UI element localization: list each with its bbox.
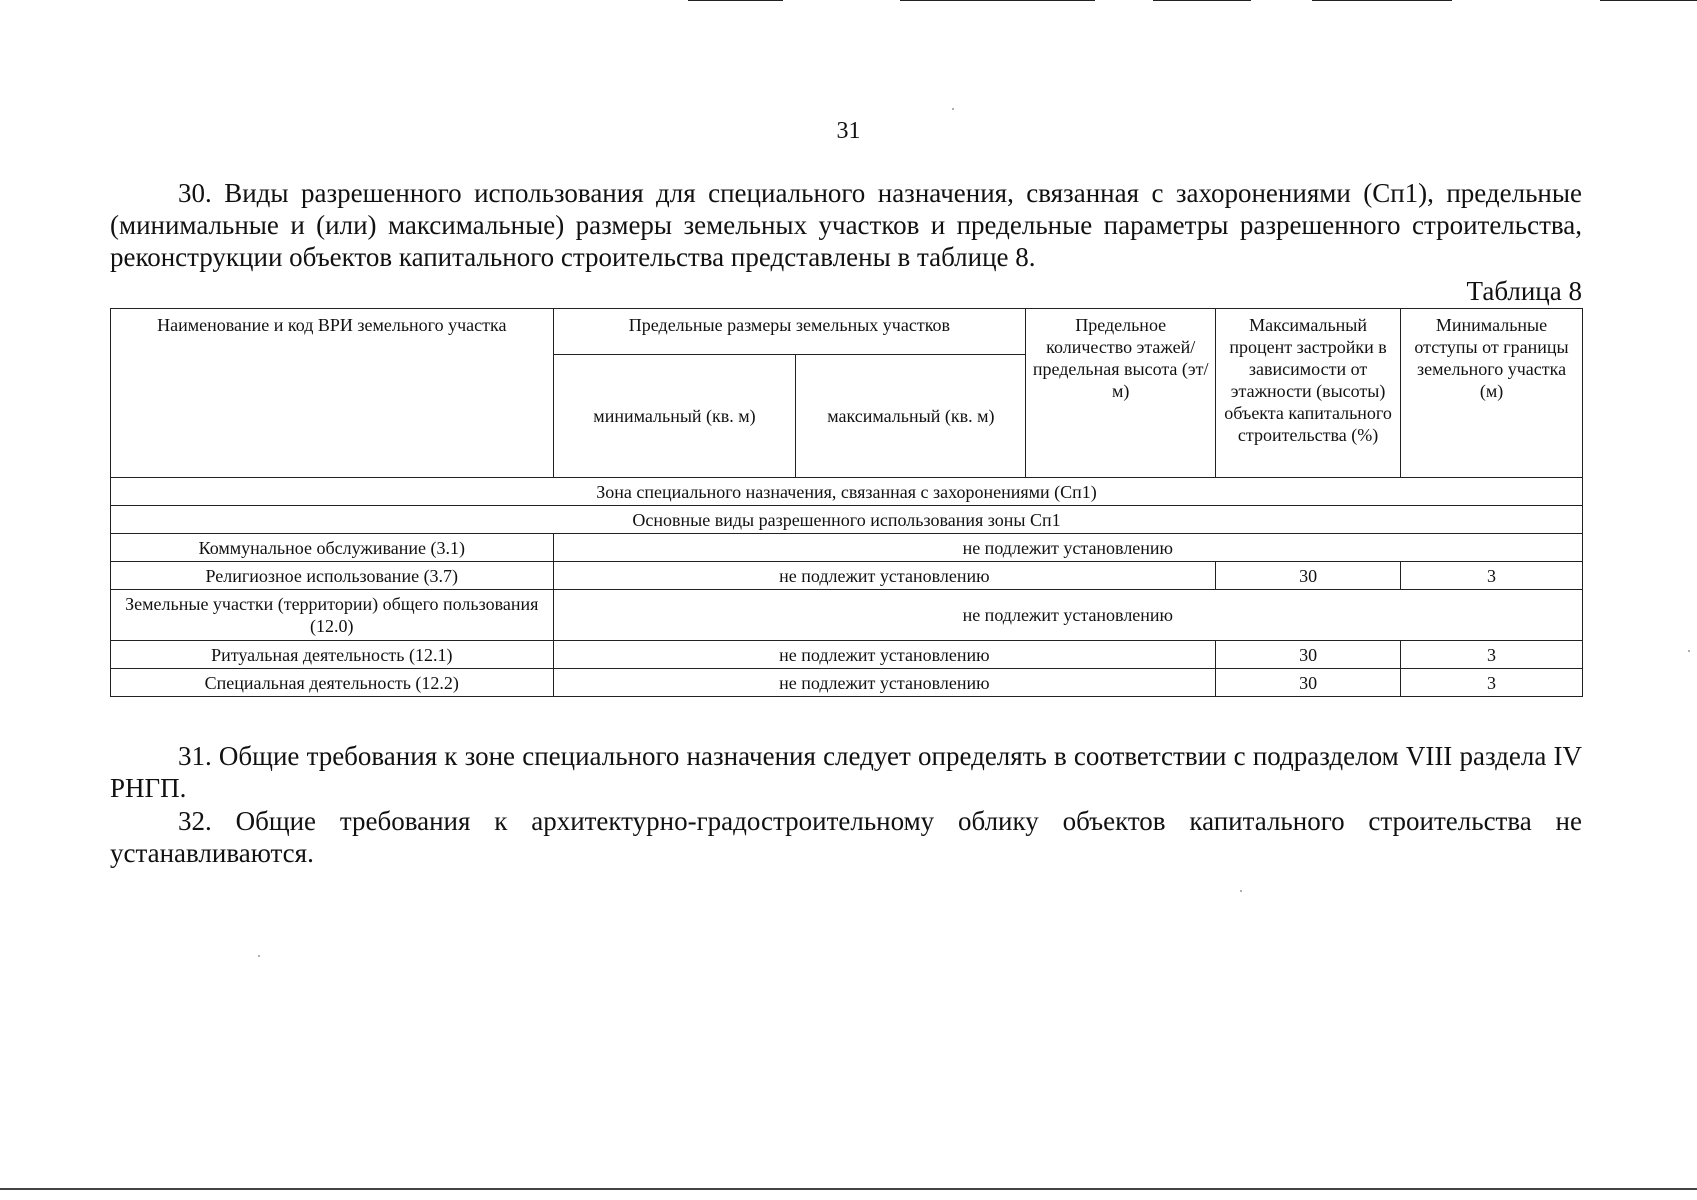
scan-edge-line (1600, 0, 1697, 1)
page-number: 31 (836, 118, 861, 144)
scan-speck (1688, 650, 1690, 652)
header-plot-sizes: Предельные размеры земельных участков (553, 309, 1026, 355)
row-name: Ритуальная деятельность (12.1) (111, 641, 554, 669)
row-name: Коммунальное обслуживание (3.1) (111, 534, 554, 562)
row-value: не подлежит установлению (553, 641, 1216, 669)
header-name: Наименование и код ВРИ земельного участка (111, 309, 554, 478)
row-value: не подлежит установлению (553, 562, 1216, 590)
scan-edge-line (1312, 0, 1452, 1)
scan-speck (952, 108, 954, 110)
row-coverage: 30 (1216, 669, 1401, 697)
row-setback: 3 (1401, 562, 1583, 590)
row-name: Земельные участки (территории) общего пользования (12.0) (111, 590, 554, 641)
paragraph-30: 30. Виды разрешенного использования для специального назначения, связанная с захоронениями (Сп1), предельные (минимальные и (или) максимальные) размеры земельных участков и предельные параметры разрешенного строительства, реконструкции объектов капитального строительства представлены в таблице 8. (110, 178, 1582, 272)
zone-title: Зона специального назначения, связанная с захоронениями (Сп1) (111, 478, 1583, 506)
row-value: не подлежит установлению (553, 590, 1582, 641)
header-min: минимальный (кв. м) (553, 355, 796, 478)
table-row (111, 641, 1583, 669)
scan-edge-line (1153, 0, 1251, 1)
header-max: максимальный (кв. м) (796, 355, 1026, 478)
scan-edge-line (900, 0, 1095, 1)
row-coverage: 30 (1216, 562, 1401, 590)
table-row (111, 669, 1583, 697)
paragraph-32: 32. Общие требования к архитектурно-градостроительному облику объектов капитального строительства не устанавливаются. (110, 806, 1582, 868)
header-setback: Минимальные отступы от границы земельного участка (м) (1401, 309, 1583, 478)
scan-bottom-edge (0, 1188, 1697, 1190)
table-label: Таблица 8 (1466, 276, 1582, 306)
scan-edge-line (688, 0, 783, 1)
header-coverage: Максимальный процент застройки в зависимости от этажности (высоты) объекта капитального строительства (%) (1216, 309, 1401, 478)
paragraph-31: 31. Общие требования к зоне специального назначения следует определять в соответствии с подразделом VIII раздела IV РНГП. (110, 741, 1582, 803)
row-name: Религиозное использование (3.7) (111, 562, 554, 590)
row-setback: 3 (1401, 669, 1583, 697)
table-row (111, 590, 1583, 641)
subheading: Основные виды разрешенного использования зоны Сп1 (111, 506, 1583, 534)
row-coverage: 30 (1216, 641, 1401, 669)
table-row (111, 562, 1583, 590)
row-value: не подлежит установлению (553, 669, 1216, 697)
row-setback: 3 (1401, 641, 1583, 669)
scan-speck (258, 955, 260, 957)
row-value: не подлежит установлению (553, 534, 1582, 562)
row-name: Специальная деятельность (12.2) (111, 669, 554, 697)
table-row (111, 534, 1583, 562)
table-8 (110, 308, 1583, 697)
scan-speck (1240, 890, 1242, 892)
header-floors: Предельное количество этажей/ предельная высота (эт/м) (1026, 309, 1216, 478)
